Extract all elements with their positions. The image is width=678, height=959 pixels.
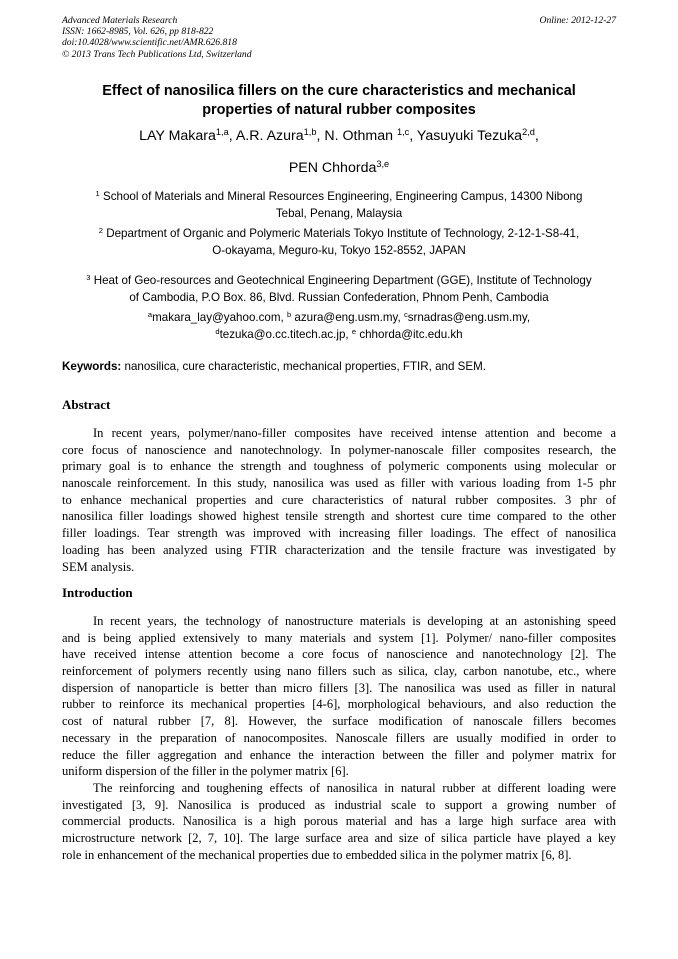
email-c[interactable]: srnadras@eng.usm.my, [407,311,531,324]
affiliation-text: O-okayama, Meguro-ku, Tokyo 152-8552, JAPAN [212,244,466,257]
abstract-heading: Abstract [62,397,111,412]
affiliation-3 [62,272,616,306]
email-a[interactable]: makara_lay@yahoo.com, [152,311,284,324]
introduction-body [62,613,616,863]
author-name: Yasuyuki Tezuka [416,128,523,144]
email-mark: e [351,326,357,336]
journal-name: Advanced Materials Research [62,15,178,26]
intro-line: have received intense attention become a core focus of nanoscience and nanotechnology [2]. The [62,647,616,662]
affiliation-number: 1 [95,188,100,198]
affiliation-text: Heat of Geo-resources and Geotechnical Engineering Department (GGE), Institute of Technology [93,274,592,287]
email-mark: b [286,309,292,319]
intro-line: dispersion of nanoparticle is better than micro fillers [3]. The nanosilica was used as filler in natural [62,680,616,695]
keywords-line [62,359,616,375]
abstract-line: core focus of nanoscience and nanotechnology. In polymer-nanoscale filler composites research, the [62,442,616,457]
abstract-line: to enhance mechanical properties and cure characteristics of natural rubber composites. 3 phr of [62,492,616,507]
author-affil-mark: 3,e [376,158,390,169]
affiliation-number: 3 [86,272,91,282]
email-mark: c [403,309,408,319]
intro-line: role in enhancement of the mechanical properties due to embedded silica in the polymer matrix [6, 8]. [62,847,572,862]
abstract-line: nanosilica filler loadings showed highest tensile strength and shortest cure time compared to the other [62,509,616,524]
email-b[interactable]: azura@eng.usm.my, [294,311,401,324]
keywords-text: nanosilica, cure characteristic, mechanical properties, FTIR, and SEM. [124,360,486,373]
affiliation-text: Tebal, Penang, Malaysia [275,207,403,220]
author-name: N. Othman [324,128,393,144]
abstract-line: loading has been analyzed using FTIR characterization and the tensile fracture was investigated by [62,542,616,557]
author-affil-mark: 2,d [522,126,535,137]
keywords-label: Keywords: [62,360,122,373]
abstract-line: nanoscale reinforcement. In this study, nanosilica was used as filler with various loading from 1-5 phr [62,476,616,491]
intro-line: microstructure network [2, 7, 10]. The large surface area and size of silica particle have played a key [62,830,616,845]
abstract-line: In recent years, polymer/nano-filler composites have received intense attention and become a [93,426,616,440]
affiliation-text: School of Materials and Mineral Resources Engineering, Engineering Campus, 14300 Nibong [102,190,583,203]
intro-line: cost of natural rubber [7, 8]. However, the surface modification of nanoscale fillers becomes [62,714,616,729]
title-line-1: Effect of nanosilica fillers on the cure characteristics and mechanical [102,83,576,99]
email-block [62,309,616,343]
intro-line: In recent years, the technology of nanostructure materials is developing at an astonishing speed [93,614,616,628]
intro-line: The reinforcing and toughening effects of nanosilica in natural rubber at different loading were [93,780,616,795]
author-row-2 [62,158,616,178]
abstract-body [62,425,616,575]
intro-line: rubber to reinforce its mechanical properties [4-6], morphological behaviours, and also reduction the [62,697,616,712]
author-affil-mark: 1,c [396,126,410,137]
email-d[interactable]: tezuka@o.cc.titech.ac.jp, [219,328,349,341]
author-list [62,126,616,178]
email-mark: a [147,309,153,319]
paper-title [62,82,616,120]
author-name: A.R. Azura [235,128,304,144]
intro-line: commercial products. Nanosilica is a high porous material and has a large high surface area with [62,814,616,829]
abstract-line: SEM analysis. [62,559,135,574]
intro-line: uniform dispersion of the filler in the polymer matrix [6]. [62,764,349,779]
abstract-line: primary goal is to enhance the strength and toughness of polymeric components using molecular or [62,459,616,474]
journal-header [62,15,616,60]
issn-line: ISSN: 1662-8985, Vol. 626, pp 818-822 [62,26,214,38]
email-mark: d [215,326,220,336]
copyright-line: © 2013 Trans Tech Publications Ltd, Switzerland [62,48,252,60]
affiliation-1 [62,188,616,222]
intro-line: investigated [3, 9]. Nanosilica is produced as industrial scale to support a growing number of [62,797,616,812]
intro-line: necessary in the preparation of nanocomposites. Nanoscale fillers are usually modified in order to [62,730,616,745]
author-row-1: LAY Makara$^{1,a}$, A.R. Azura$^{1,b}$, N. Othman $^{1,c}$, Yasuyuki Tezuka$^{2,d}$, [139,126,539,144]
author-name: PEN Chhorda [288,160,377,176]
abstract-line: filler loadings. Tear strength was improved with increasing filler loadings. The effect of nanosilica [62,526,616,541]
author-affil-mark: 1,a [215,126,229,137]
affiliation-number: 2 [98,225,103,235]
intro-line: reinforcement of polymers recently using nano fillers such as silica, clay, carbon nanotube, etc., where [62,664,616,679]
affiliation-2 [62,225,616,259]
introduction-heading: Introduction [62,585,133,600]
affiliation-text: Department of Organic and Polymeric Materials Tokyo Institute of Technology, 2-12-1-S8-41, [106,227,580,240]
author-affil-mark: 1,b [303,126,317,137]
online-date: Online: 2012-12-27 [539,15,616,26]
intro-line: and is being applied extensively to many materials and system [1]. Polymer/ nano-filler composites [62,630,616,645]
intro-line: reduce the filler aggregation and enhance the interaction between the filler and polymer matrix for [62,747,616,762]
doi-line: doi:10.4028/www.scientific.net/AMR.626.818 [62,37,237,49]
email-e[interactable]: chhorda@itc.edu.kh [359,328,463,341]
author-name: LAY Makara [139,128,216,144]
affiliation-text: of Cambodia, P.O Box. 86, Blvd. Russian Confederation, Phnom Penh, Cambodia [129,291,549,304]
title-line-2: properties of natural rubber composites [202,102,476,118]
